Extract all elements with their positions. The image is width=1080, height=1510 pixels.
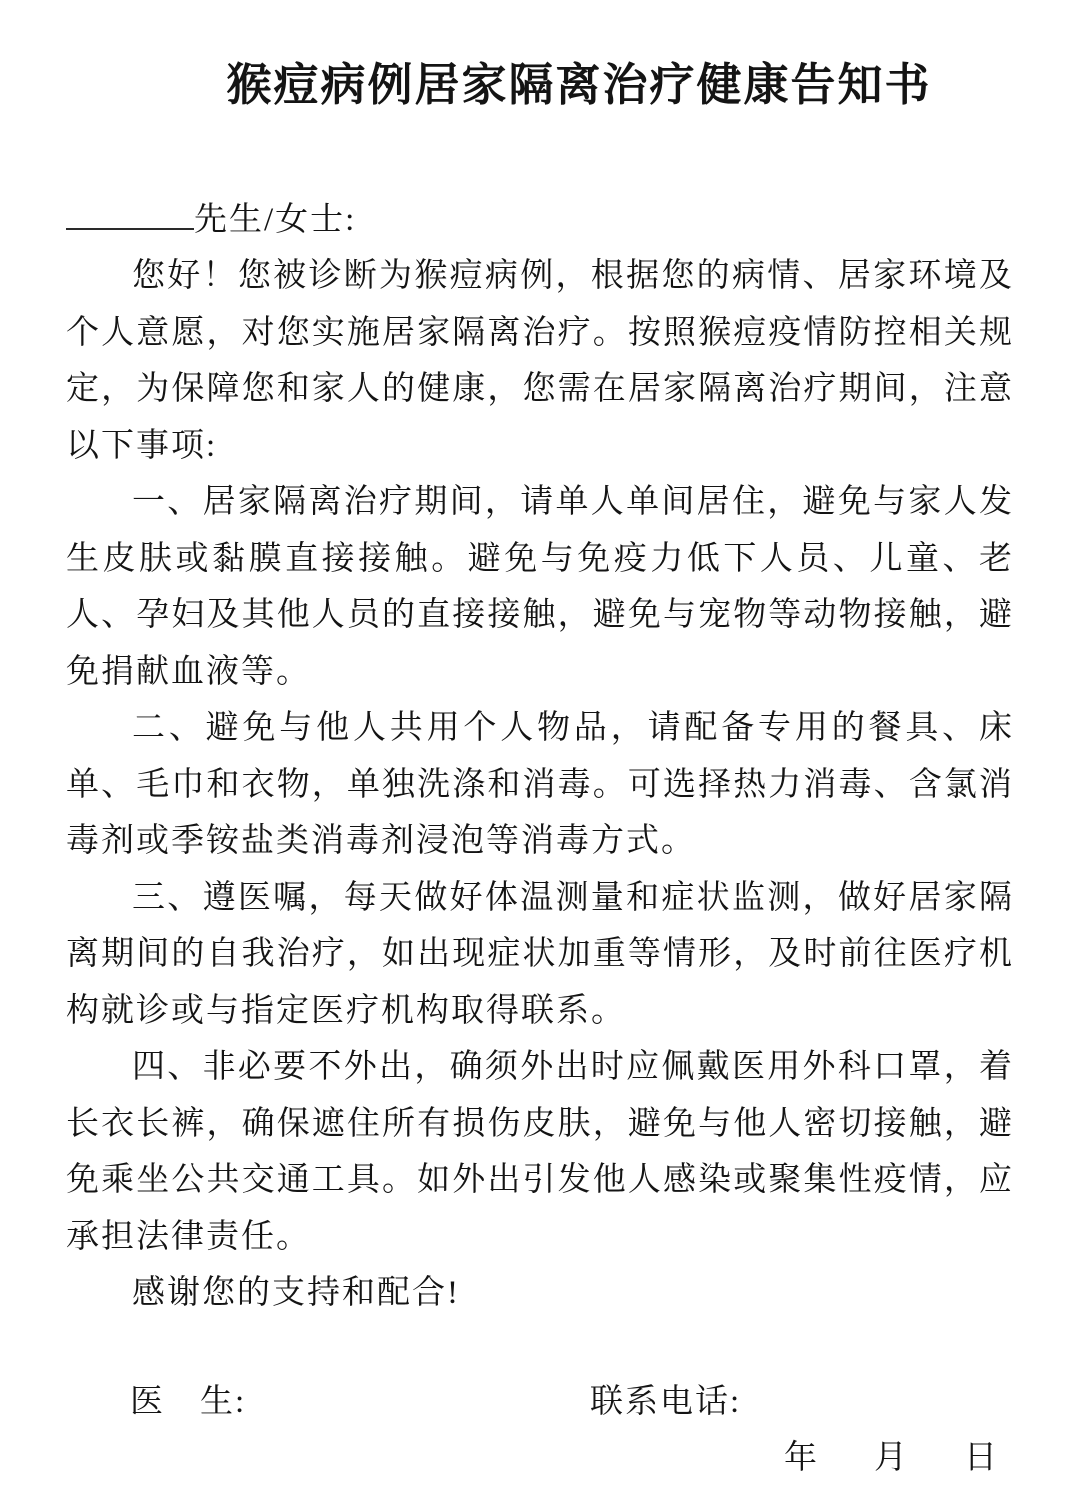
document-body (0, 192, 1080, 1486)
doctor-label: 医 生: (130, 1383, 247, 1420)
item-1-paragraph: 一、居家隔离治疗期间，请单人单间居住，避免与家人发生皮肤或黏膜直接接触。避免与免疫力低下人员、儿童、老人、孕妇及其他人员的直接接触，避免与宠物等动物接触，避免捐献血液等。 (66, 484, 1014, 690)
page-title: 猴痘病例居家隔离治疗健康告知书 (226, 60, 932, 110)
year-label: 年 (784, 1439, 818, 1476)
name-blank-underline (66, 194, 194, 230)
item-3-paragraph: 三、遵医嘱，每天做好体温测量和症状监测，做好居家隔离期间的自我治疗，如出现症状加重等情形，及时前往医疗机构就诊或与指定医疗机构取得联系。 (66, 879, 1014, 1029)
salutation-line (66, 192, 1014, 248)
signature-row (66, 1374, 1014, 1430)
item-4-paragraph: 四、非必要不外出，确须外出时应佩戴医用外科口罩，着长衣长裤，确保遮住所有损伤皮肤，避免与他人密切接触，避免乘坐公共交通工具。如外出引发他人感染或聚集性疫情，应承担法律责任。 (66, 1049, 1014, 1255)
thanks-line: 感谢您的支持和配合! (132, 1275, 460, 1311)
item-2-paragraph: 二、避免与他人共用个人物品，请配备专用的餐具、床单、毛巾和衣物，单独洗涤和消毒。可选择热力消毒、含氯消毒剂或季铵盐类消毒剂浸泡等消毒方式。 (66, 710, 1014, 859)
phone-label: 联系电话: (590, 1383, 742, 1420)
day-label: 日 (964, 1439, 998, 1476)
month-label: 月 (874, 1439, 908, 1476)
salutation-text: 先生/女士: (194, 202, 357, 238)
date-row (66, 1430, 1014, 1486)
intro-paragraph: 您好！您被诊断为猴痘病例，根据您的病情、居家环境及个人意愿，对您实施居家隔离治疗。按照猴痘疫情防控相关规定，为保障您和家人的健康，您需在居家隔离治疗期间，注意以下事项: (66, 258, 1014, 464)
